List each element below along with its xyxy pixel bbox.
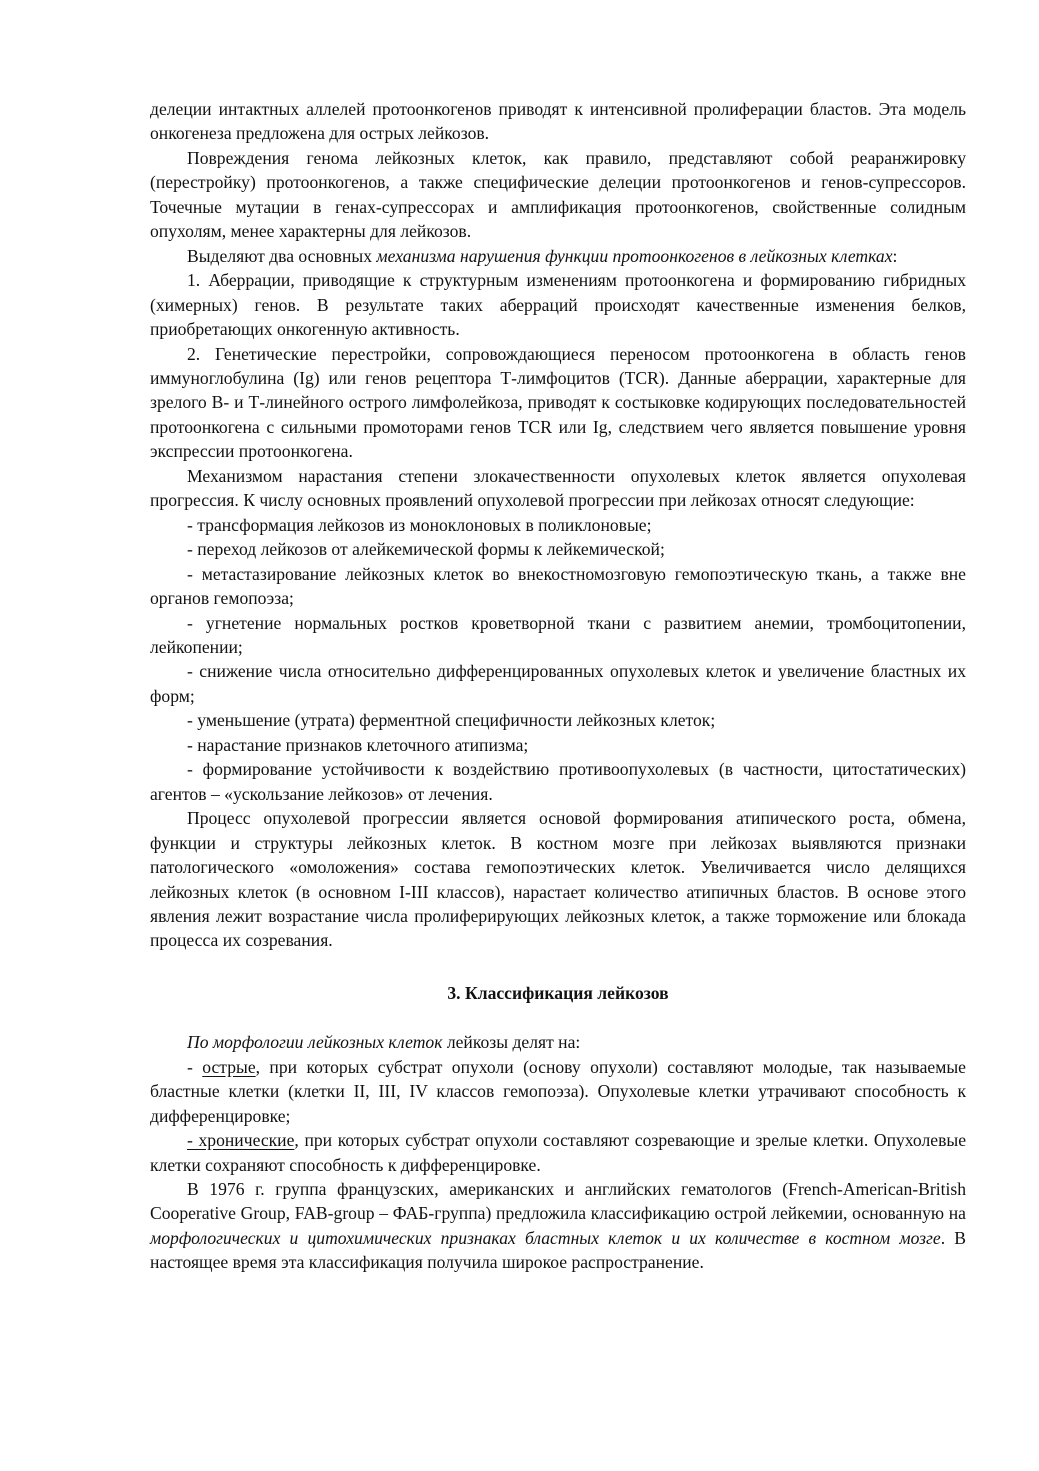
chronic-term: - хронические	[187, 1130, 295, 1151]
paragraph-process: Процесс опухолевой прогрессии является основой формирования атипического роста, обмена, функции и структуры лейкозных клеток. В костном мозге при лейкозах выявляются признаки патологического «омоложения» состава гемопоэтических клеток. Увеличивается число делящихся лейкозных клеток (в основном I-III классов), нарастает количество атипичных бластов. В основе этого явления лежит возрастание числа пролиферирующих лейкозных клеток, а также торможение или блокада процесса их созревания.	[150, 808, 966, 951]
dash-item-transition: - переход лейкозов от алейкемической формы к лейкемической;	[187, 539, 665, 560]
section-heading: 3. Классификация лейкозов	[447, 982, 669, 1003]
dash-item-chronic	[150, 1128, 966, 1177]
dash-item-transformation: - трансформация лейкозов из моноклоновых в поликлоновые;	[187, 514, 652, 535]
acute-term: острые	[202, 1056, 256, 1077]
dash-item-resistance: - формирование устойчивости к воздействию противоопухолевых (в частности, цитостатических) агентов – «ускользание лейкозов» от лечения.	[150, 759, 966, 804]
morphology-emphasis: По морфологии лейкозных клеток	[187, 1032, 443, 1053]
dash-item-differentiation: - снижение числа относительно дифференцированных опухолевых клеток и увеличение бластных их форм;	[150, 661, 966, 706]
paragraph-mechanisms	[150, 244, 966, 268]
paragraph-morphology	[150, 1030, 966, 1054]
list-item-rearrangements: 2. Генетические перестройки, сопровождающиеся переносом протоонкогена в область генов иммуноглобулина (Ig) или генов рецептора Т-лимфоцитов (TCR). Данные аберрации, характерные для зрелого В- и Т-линейного острого лимфолейкоза, приводят к состыковке кодирующих последовательностей протоонкогена с сильными промоторами генов TCR или Ig, следствием чего является повышение уровня экспрессии протоонкогена.	[150, 343, 966, 462]
list-item-aberrations: 1. Аберрации, приводящие к структурным изменениям протоонкогена и формированию гибридных (химерных) генов. В результате таких аберраций происходят качественные изменения белков, приобретающих онкогенную активность.	[150, 270, 966, 340]
paragraph-progression: Механизмом нарастания степени злокачественности опухолевых клеток является опухолевая прогрессия. К числу основных проявлений опухолевой прогрессии при лейкозах относят следующие:	[150, 465, 966, 511]
acute-description: , при которых субстрат опухоли (основу опухоли) составляют молодые, так называемые бластные клетки (клетки II, III, IV классов гемопоэза). Опухолевые клетки утрачивают способность к дифференцировке;	[150, 1056, 966, 1126]
mechanisms-lead: Выделяют два основных	[187, 245, 377, 266]
paragraph-intro: делеции интактных аллелей протоонкогенов приводят к интенсивной пролиферации бластов. Эта модель онкогенеза предложена для острых лейкозов.	[150, 99, 966, 144]
mechanisms-emphasis: механизма нарушения функции протоонкогенов в лейкозных клетках	[376, 245, 893, 266]
mechanisms-colon: :	[892, 245, 898, 266]
chronic-description: , при которых субстрат опухоли составляют созревающие и зрелые клетки. Опухолевые клетки сохраняют способность к дифференцировке.	[150, 1130, 967, 1175]
fab-lead: В 1976 г. группа французских, американских и английских гематологов (French-American-British Cooperative Group, FAB-group – ФАБ-группа) предложила классификацию острой лейкемии, основанную на	[150, 1179, 966, 1224]
fab-emphasis: морфологических и цитохимических признаках бластных клеток и их количестве в костном мозге	[150, 1227, 941, 1248]
body-text	[150, 97, 966, 1275]
acute-dash: -	[187, 1056, 203, 1077]
morphology-rest: лейкозы делят на:	[442, 1032, 581, 1053]
paragraph-genome-damage: Повреждения генома лейкозных клеток, как правило, представляют собой реаранжировку (перестройку) протоонкогенов, а также специфические делеции протоонкогенов и генов-супрессоров. Точечные мутации в генах-супрессорах и амплификация протоонкогенов, свойственные солидным опухолям, менее характерны для лейкозов.	[150, 147, 966, 242]
dash-item-atypism: - нарастание признаков клеточного атипизма;	[187, 734, 529, 755]
dash-item-suppression: - угнетение нормальных ростков кроветворной ткани с развитием анемии, тромбоцитопении, лейкопении;	[150, 612, 966, 657]
dash-item-acute	[150, 1055, 966, 1128]
dash-item-metastasis: - метастазирование лейкозных клеток во внекостномозговую гемопоэтическую ткань, а также вне органов гемопоэза;	[150, 563, 966, 609]
paragraph-fab	[150, 1177, 966, 1275]
dash-item-enzyme: - уменьшение (утрата) ферментной специфичности лейкозных клеток;	[187, 710, 716, 731]
fab-rest: . В настоящее время эта классификация получила широкое распространение.	[150, 1227, 966, 1273]
